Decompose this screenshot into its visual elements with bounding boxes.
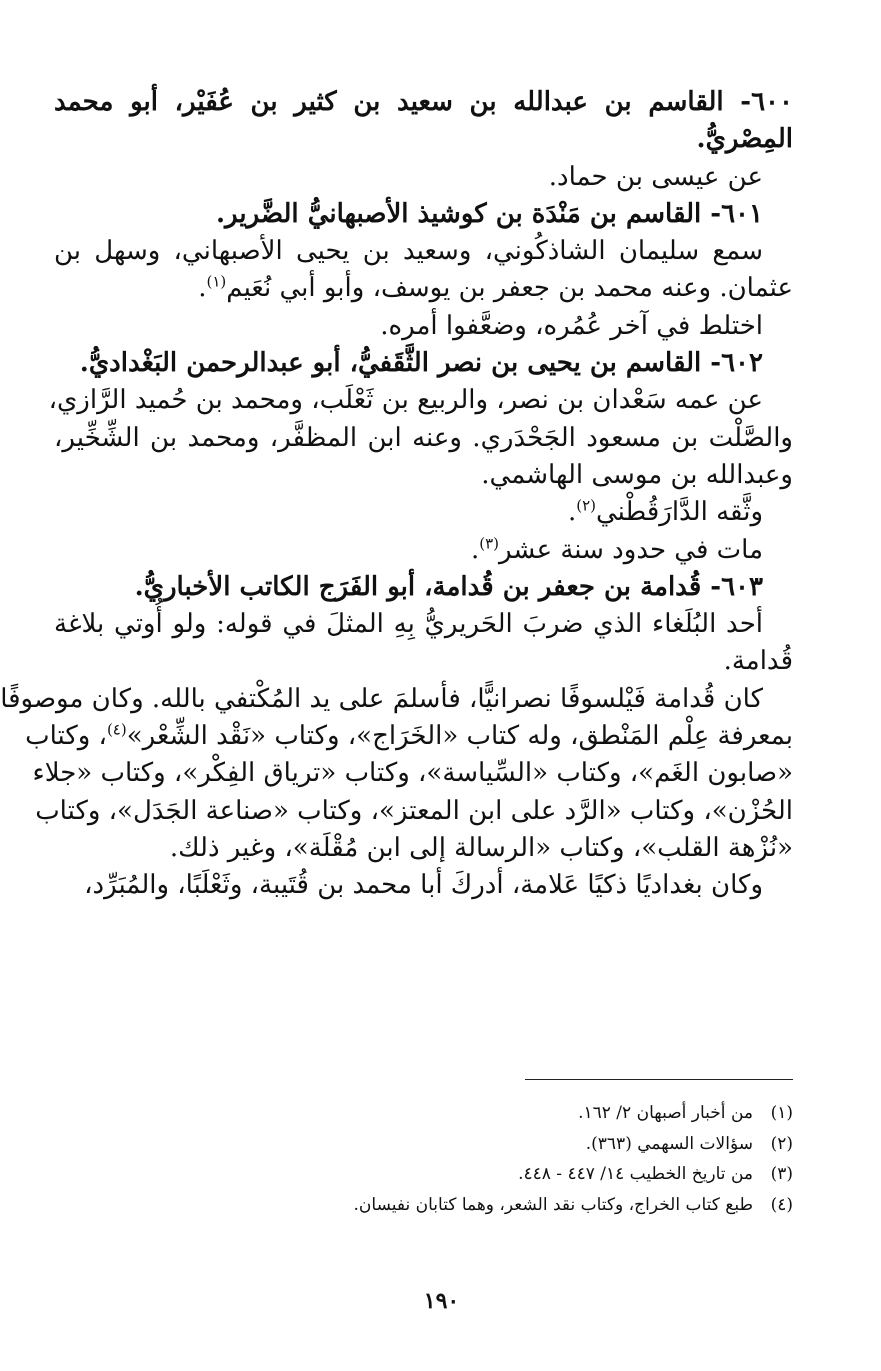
entry-602-death-tail: . [470, 534, 480, 565]
entry-602-body-line-3: وعبدالله بن موسى الهاشمي. [481, 459, 793, 490]
entry-602-body-line-1: عن عمه سَعْدان بن نصر، والربيع بن ثَعْلَب، ومحمد بن حُميد الرَّازي، [48, 385, 763, 416]
entry-602-trust-tail: . [567, 497, 577, 528]
entry-601-body-line-2-tail: . [198, 273, 207, 304]
footnote-ref-3: (٣) [479, 533, 500, 552]
footnote-4 [293, 1190, 793, 1221]
footnote-divider [525, 1079, 793, 1080]
footnotes [293, 1098, 793, 1220]
footnote-2 [293, 1129, 793, 1160]
entry-600-heading-line-1: ٦٠٠- القاسم بن عبدالله بن سعيد بن كثير بن عُفَيْر، أبو محمد [54, 87, 793, 117]
footnote-1-number: (١) [770, 1103, 793, 1123]
entry-603-para2-line-3: «صابون الغَم»، وكتاب «السِّياسة»، وكتاب «ترياق الفِكْر»، وكتاب «جلاء [32, 758, 793, 789]
entry-600-body: عن عيسى بن حماد. [548, 161, 763, 192]
entry-603-para2-line-5: «نُزْهة القلب»، وكتاب «الرسالة إلى ابن مُقْلَة»، وغير ذلك. [169, 832, 793, 863]
entry-601-body-line-1: سمع سليمان الشاذكُوني، وسعيد بن يحيى الأصبهاني، وسهل بن [54, 236, 763, 267]
footnote-ref-2: (٢) [576, 496, 596, 515]
entry-603-para2-line-2 [25, 718, 793, 755]
footnote-2-text: سؤالات السهمي (٣٦٣). [585, 1133, 753, 1154]
entry-602-heading: ٦٠٢- القاسم بن يحيى بن نصر الثَّقَفيُّ، أبو عبدالرحمن البَغْداديُّ. [79, 348, 763, 379]
footnote-ref-4: (٤) [106, 720, 127, 739]
entry-602-death [54, 532, 793, 569]
entry-603-para2-line-2-tail: ، وكتاب [25, 721, 107, 752]
entry-602-trust-text: وثَّقه الدَّارَقُطْني [596, 497, 763, 528]
entry-603-para2-line-2-text: بمعرفة عِلْم المَنْطق، وله كتاب «الخَرَاج»، وكتاب «نَقْد الشِّعْر» [126, 721, 793, 752]
entry-603-body-line-1: أحد البُلَغاء الذي ضربَ الحَريريُّ بِهِ المثلَ في قوله: ولو أُوتي بلاغة [54, 609, 763, 640]
entry-603-para2-line-4: الحُزْن»، وكتاب «الرَّد على ابن المعتز»، وكتاب «صناعة الجَدَل»، وكتاب [35, 795, 793, 826]
entry-602-body-line-2: والصَّلْت بن مسعود الجَحْدَري. وعنه ابن المظفَّر، ومحمد بن الشِّخِّير، [54, 422, 793, 453]
footnote-2-number: (٢) [770, 1133, 793, 1154]
entry-601-body-line-2-text: عثمان. وعنه محمد بن جعفر بن يوسف، وأبو أبي نُعَيم [226, 273, 793, 304]
entry-603-para2-line-1: كان قُدامة فَيْلسوفًا نصرانيًّا، فأسلمَ على يد المُكْتفي بالله. وكان موصوفًا [0, 683, 763, 714]
footnote-1 [293, 1098, 793, 1129]
footnote-4-text: طبع كتاب الخراج، وكتاب نقد الشعر، وهما كتابان نفيسان. [353, 1194, 753, 1215]
entry-603-para3-line-1: وكان بغداديًا ذكيًا عَلامة، أدركَ أبا محمد بن قُتَيبة، وثَعْلَبًا، والمُبَرِّد، [84, 870, 763, 901]
footnote-3-text: من تاريخ الخطيب ١٤/ ٤٤٧ - ٤٤٨. [518, 1164, 753, 1184]
footnote-ref-1: (١) [206, 272, 227, 291]
footnote-1-text: من أخبار أصبهان ٢/ ١٦٢. [578, 1103, 753, 1123]
book-page [2, 0, 881, 1371]
footnote-4-number: (٤) [770, 1194, 793, 1215]
entry-601-heading: ٦٠١- القاسم بن مَنْدَة بن كوشيذ الأصبهانيُّ الضَّرير. [215, 198, 763, 229]
page-number: ١٩٠ [423, 1288, 460, 1314]
entry-602-death-text: مات في حدود سنة عشر [499, 534, 763, 565]
entry-603-body-line-2: قُدامة. [723, 646, 793, 677]
entry-602-trust [54, 494, 793, 531]
footnote-3-number: (٣) [770, 1164, 793, 1184]
entry-601-note: اختلط في آخر عُمُره، وضعَّفوا أمره. [380, 310, 763, 341]
entry-603-heading: ٦٠٣- قُدامة بن جعفر بن قُدامة، أبو الفَرَج الكاتب الأخباريُّ. [134, 571, 763, 602]
entry-601-body-line-2 [54, 270, 793, 307]
footnote-3 [293, 1159, 793, 1190]
entry-600-heading-line-2: المِصْريُّ. [696, 124, 793, 155]
